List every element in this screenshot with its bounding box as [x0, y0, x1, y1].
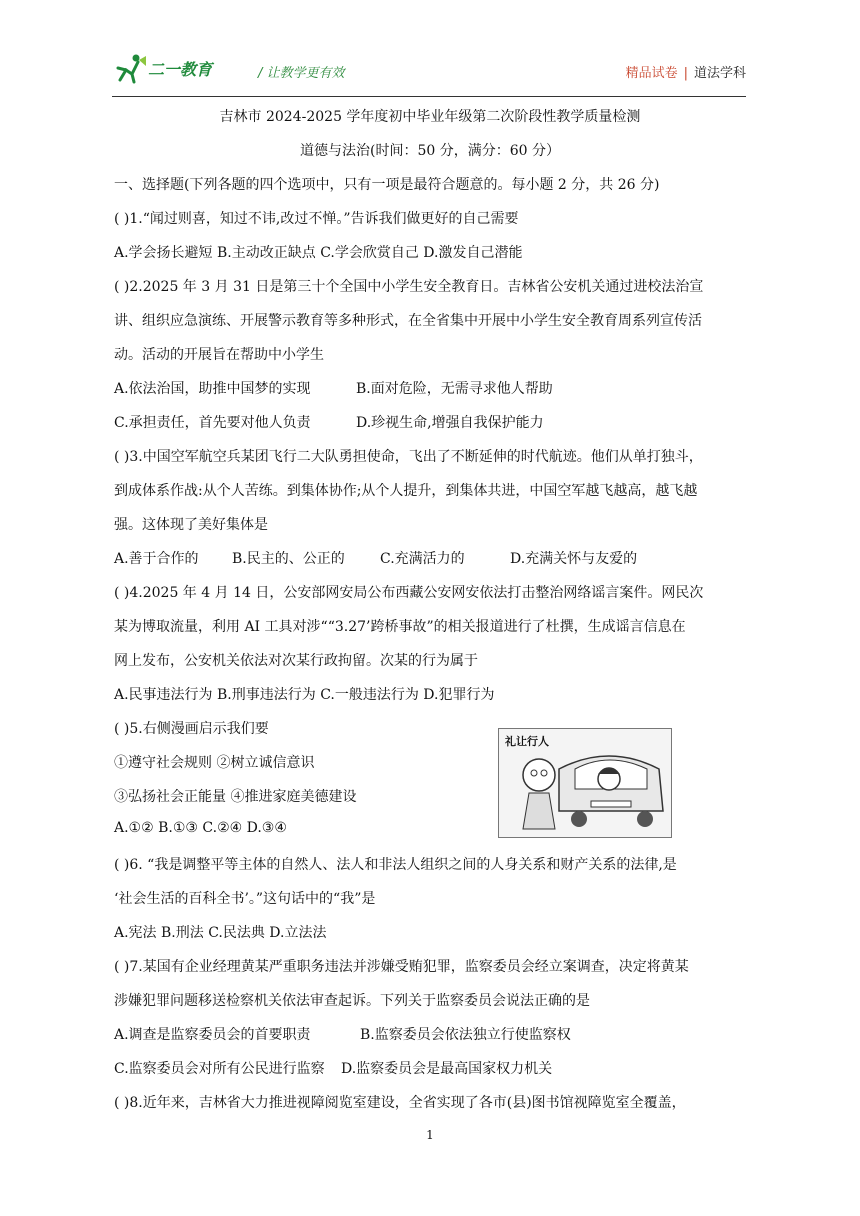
q7-option-c: C.监察委员会对所有公民进行监察 [114, 1061, 325, 1077]
logo-text: 二一教育 [148, 60, 213, 79]
section-heading: 一、选择题(下列各题的四个选项中，只有一项是最符合题意的。每小题 2 分，共 26 分) [114, 177, 660, 193]
header-tags [626, 62, 746, 81]
q5-choices-row-2: ③弘扬社会正能量 ④推进家庭美德建设 [114, 789, 357, 805]
q7-option-a: A.调查是监察委员会的首要职责 [114, 1027, 311, 1043]
q4-line-2: 某为博取流量，利用 AI 工具对涉““3.27’跨桥事故”的相关报道进行了杜撰，生成谣言信息在 [114, 619, 686, 635]
q3-line-2: 到成体系作战:从个人苦练。到集体协作;从个人提升，到集体共进，中国空军越飞越高，越飞越 [114, 483, 698, 499]
q7-option-d: D.监察委员会是最高国家权力机关 [341, 1061, 553, 1077]
subject-tag: 道法学科 [693, 66, 746, 81]
q2-option-d: D.珍视生命,增强自我保护能力 [356, 415, 544, 431]
q4-line-1: ( )4.2025 年 4 月 14 日，公安部网安局公布西藏公安网安依法打击整治网络谣言案件。网民次 [114, 585, 704, 601]
page-number: 1 [426, 1128, 434, 1142]
q6-options: A.宪法 B.刑法 C.民法典 D.立法法 [114, 925, 327, 941]
q5-choices-row-1: ①遵守社会规则 ②树立诚信意识 [114, 755, 315, 771]
premium-exam-tag: 精品试卷 [625, 66, 678, 81]
q7-line-2: 涉嫌犯罪问题移送检察机关依法审查起诉。下列关于监察委员会说法正确的是 [114, 993, 590, 1009]
q4-options: A.民事违法行为 B.刑事违法行为 C.一般违法行为 D.犯罪行为 [114, 687, 495, 703]
q6-line-2: ‘社会生活的百科全书’。”这句话中的“我”是 [114, 891, 376, 907]
q1-options: A.学会扬长避短 B.主动改正缺点 C.学会欣赏自己 D.激发自己潜能 [114, 245, 523, 261]
q3-option-d: D.充满关怀与友爱的 [510, 551, 638, 567]
q3-option-b: B.民主的、公正的 [232, 551, 345, 567]
q2-line-1: ( )2.2025 年 3 月 31 日是第三十个全国中小学生安全教育日。吉林省公安机关通过进校法治宣 [114, 279, 704, 295]
q3-line-1: ( )3.中国空军航空兵某团飞行二大队勇担使命，飞出了不断延伸的时代航迹。他们从单打独斗， [114, 449, 703, 465]
q5-options: A.①② B.①③ C.②④ D.③④ [114, 820, 287, 836]
q8-line-1: ( )8.近年来，吉林省大力推进视障阅览室建设，全省实现了各市(县)图书馆视障览室全覆盖， [114, 1095, 686, 1111]
q2-option-b: B.面对危险，无需寻求他人帮助 [356, 381, 553, 397]
courtesy-to-pedestrians-cartoon [498, 728, 672, 838]
q3-option-c: C.充满活力的 [380, 551, 465, 567]
q5-stem: ( )5.右侧漫画启示我们要 [114, 721, 269, 737]
exam-subtitle: 道德与法治(时间：50 分，满分：60 分） [300, 143, 560, 159]
slogan: / 让教学更有效 [258, 66, 345, 81]
q2-option-c: C.承担责任，首先要对他人负责 [114, 415, 311, 431]
q7-line-1: ( )7.某国有企业经理黄某严重职务违法并涉嫌受贿犯罪，监察委员会经立案调查，决定将黄某 [114, 959, 689, 975]
q3-option-a: A.善于合作的 [114, 551, 199, 567]
q4-line-3: 网上发布，公安机关依法对次某行政拘留。次某的行为属于 [114, 653, 478, 669]
q1-stem: ( )1.“闻过则喜，知过不讳,改过不惮。”告诉我们做更好的自己需要 [114, 211, 519, 227]
q2-line-2: 讲、组织应急演练、开展警示教育等多种形式，在全省集中开展中小学生安全教育周系列宣传活 [114, 313, 702, 329]
q7-option-b: B.监察委员会依法独立行使监察权 [360, 1027, 571, 1043]
q2-line-3: 动。活动的开展旨在帮助中小学生 [114, 347, 324, 363]
page-header [112, 48, 746, 97]
cartoon-caption: 礼让行人 [505, 735, 549, 748]
q6-line-1: ( )6. “我是调整平等主体的自然人、法人和非法人组织之间的人身关系和财产关系的法律,是 [114, 857, 677, 873]
q3-line-3: 强。这体现了美好集体是 [114, 517, 268, 533]
tag-separator: | [683, 66, 688, 81]
exam-title: 吉林市 2024-2025 学年度初中毕业年级第二次阶段性教学质量检测 [219, 109, 641, 125]
q2-option-a: A.依法治国，助推中国梦的实现 [114, 381, 311, 397]
